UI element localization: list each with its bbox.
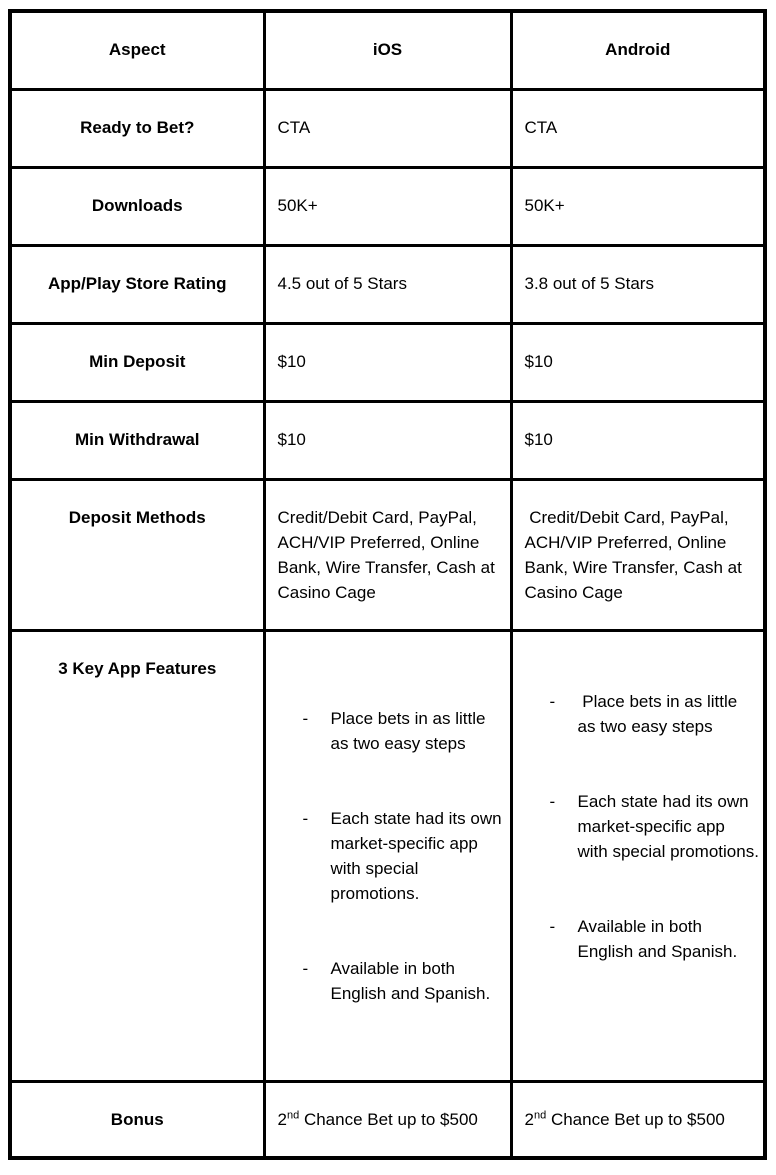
feature-item	[278, 706, 506, 756]
bonus-text: Chance Bet up to $500	[546, 1109, 725, 1129]
cta-cell-ios: CTA	[264, 89, 511, 167]
bullet-dash: -	[302, 808, 309, 828]
bonus-number: 2	[277, 1109, 287, 1129]
rating-cell-android: 3.8 out of 5 Stars	[511, 245, 765, 323]
downloads-cell-ios: 50K+	[264, 167, 511, 245]
bonus-text: Chance Bet up to $500	[299, 1109, 478, 1129]
feature-text: Available in both English and Spanish.	[330, 958, 491, 1003]
feature-text: Each state had its own market-specific app with special promotions.	[577, 791, 759, 861]
header-cell-ios: iOS	[264, 11, 511, 89]
rating-cell-ios: 4.5 out of 5 Stars	[264, 245, 511, 323]
row-label-downloads: Downloads	[10, 167, 264, 245]
feature-item	[278, 806, 506, 906]
bullet-dash: -	[302, 708, 309, 728]
row-label-deposit-methods: Deposit Methods	[10, 479, 264, 630]
feature-item	[525, 689, 760, 739]
feature-item	[525, 914, 760, 964]
deposit-methods-cell-ios: Credit/Debit Card, PayPal, ACH/VIP Preferred, Online Bank, Wire Transfer, Cash at Casino Cage	[264, 479, 511, 630]
row-min-deposit	[10, 323, 765, 401]
min-deposit-cell-ios: $10	[264, 323, 511, 401]
feature-item	[278, 956, 506, 1006]
header-cell-android: Android	[511, 11, 765, 89]
bullet-dash: -	[549, 691, 556, 711]
row-deposit-methods	[10, 479, 765, 630]
row-min-withdrawal	[10, 401, 765, 479]
downloads-cell-android: 50K+	[511, 167, 765, 245]
features-cell-ios	[264, 630, 511, 1081]
cta-cell-android: CTA	[511, 89, 765, 167]
bonus-cell-ios	[264, 1081, 511, 1158]
bullet-dash: -	[549, 791, 556, 811]
row-label-ready-to-bet: Ready to Bet?	[10, 89, 264, 167]
feature-text: Place bets in as little as two easy steps	[577, 691, 742, 736]
row-key-app-features	[10, 630, 765, 1081]
bonus-ordinal-superscript: nd	[286, 1108, 300, 1121]
bonus-cell-android	[511, 1081, 765, 1158]
feature-text: Available in both English and Spanish.	[577, 916, 738, 961]
feature-text: Each state had its own market-specific app with special promotions.	[330, 808, 507, 903]
bonus-number: 2	[524, 1109, 534, 1129]
header-cell-aspect: Aspect	[10, 11, 264, 89]
comparison-table	[8, 9, 767, 1160]
bullet-dash: -	[549, 916, 556, 936]
row-label-min-deposit: Min Deposit	[10, 323, 264, 401]
row-label-store-rating: App/Play Store Rating	[10, 245, 264, 323]
row-store-rating	[10, 245, 765, 323]
row-label-bonus: Bonus	[10, 1081, 264, 1158]
row-ready-to-bet	[10, 89, 765, 167]
min-withdrawal-cell-android: $10	[511, 401, 765, 479]
features-cell-android	[511, 630, 765, 1081]
min-deposit-cell-android: $10	[511, 323, 765, 401]
deposit-methods-cell-android: Credit/Debit Card, PayPal, ACH/VIP Preferred, Online Bank, Wire Transfer, Cash at Casino Cage	[511, 479, 765, 630]
row-label-min-withdrawal: Min Withdrawal	[10, 401, 264, 479]
header-row	[10, 11, 765, 89]
row-downloads	[10, 167, 765, 245]
bullet-dash: -	[302, 958, 309, 978]
feature-text: Place bets in as little as two easy steps	[330, 708, 491, 753]
bonus-ordinal-superscript: nd	[533, 1108, 547, 1121]
feature-item	[525, 789, 760, 864]
min-withdrawal-cell-ios: $10	[264, 401, 511, 479]
row-bonus	[10, 1081, 765, 1158]
row-label-key-app-features: 3 Key App Features	[10, 630, 264, 1081]
